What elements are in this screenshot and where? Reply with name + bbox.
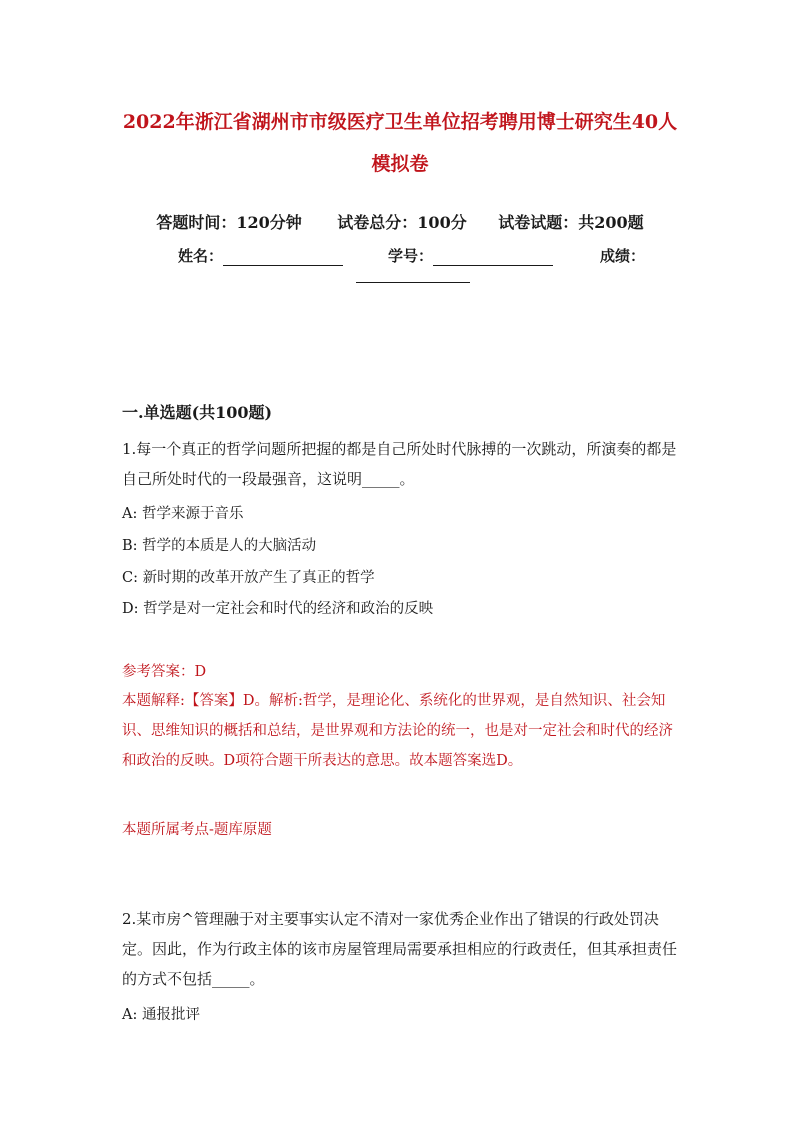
question-1-option-a[interactable]: A: 哲学来源于音乐: [122, 506, 244, 522]
question-1-topic: 本题所属考点-题库原题: [122, 822, 272, 838]
question-1-option-b[interactable]: B: 哲学的本质是人的大脑活动: [122, 538, 317, 554]
grade-field: [600, 245, 645, 266]
grade-label: 成绩：: [600, 247, 646, 265]
question-1-explanation: 本题解释:【答案】D。解析:哲学，是理论化、系统化的世界观，是自然知识、社会知识、思维知识的概括和总结，是世界观和方法论的统一，也是对一定社会和时代的经济和政治的反映。D项符合题干所表达的意思。故本题答案选D。: [122, 693, 673, 769]
name-field[interactable]: [178, 245, 343, 266]
section-title: 一.单选题(共100题): [122, 403, 273, 422]
exam-time: 答题时间：120分钟: [156, 213, 302, 232]
id-blank[interactable]: [433, 251, 553, 266]
exam-total-score: 试卷总分：100分: [337, 213, 467, 232]
question-1-option-d[interactable]: D: 哲学是对一定社会和时代的经济和政治的反映: [122, 601, 434, 617]
question-2-option-a[interactable]: A: 通报批评: [122, 1007, 200, 1023]
grade-blank[interactable]: [356, 268, 470, 283]
question-1-answer: 参考答案：D: [122, 664, 207, 680]
exam-title-line2: 模拟卷: [371, 153, 429, 175]
exam-title-line1: 2022年浙江省湖州市市级医疗卫生单位招考聘用博士研究生40人: [122, 111, 678, 133]
id-label: 学号：: [388, 247, 434, 265]
id-field[interactable]: [388, 245, 553, 266]
question-1-stem: 1.每一个真正的哲学问题所把握的都是自己所处时代脉搏的一次跳动，所演奏的都是自己所处时代的一段最强音，这说明_____。: [122, 440, 677, 488]
question-1-option-c[interactable]: C: 新时期的改革开放产生了真正的哲学: [122, 570, 375, 586]
name-blank[interactable]: [223, 251, 343, 266]
exam-question-count: 试卷试题：共200题: [498, 213, 644, 232]
question-2-stem: 2.某市房^管理融于对主要事实认定不清对一家优秀企业作出了错误的行政处罚决定。因此，作为行政主体的该市房屋管理局需要承担相应的行政责任，但其承担责任的方式不包括_____。: [122, 910, 678, 988]
exam-meta: [0, 210, 800, 233]
name-label: 姓名：: [178, 247, 224, 265]
